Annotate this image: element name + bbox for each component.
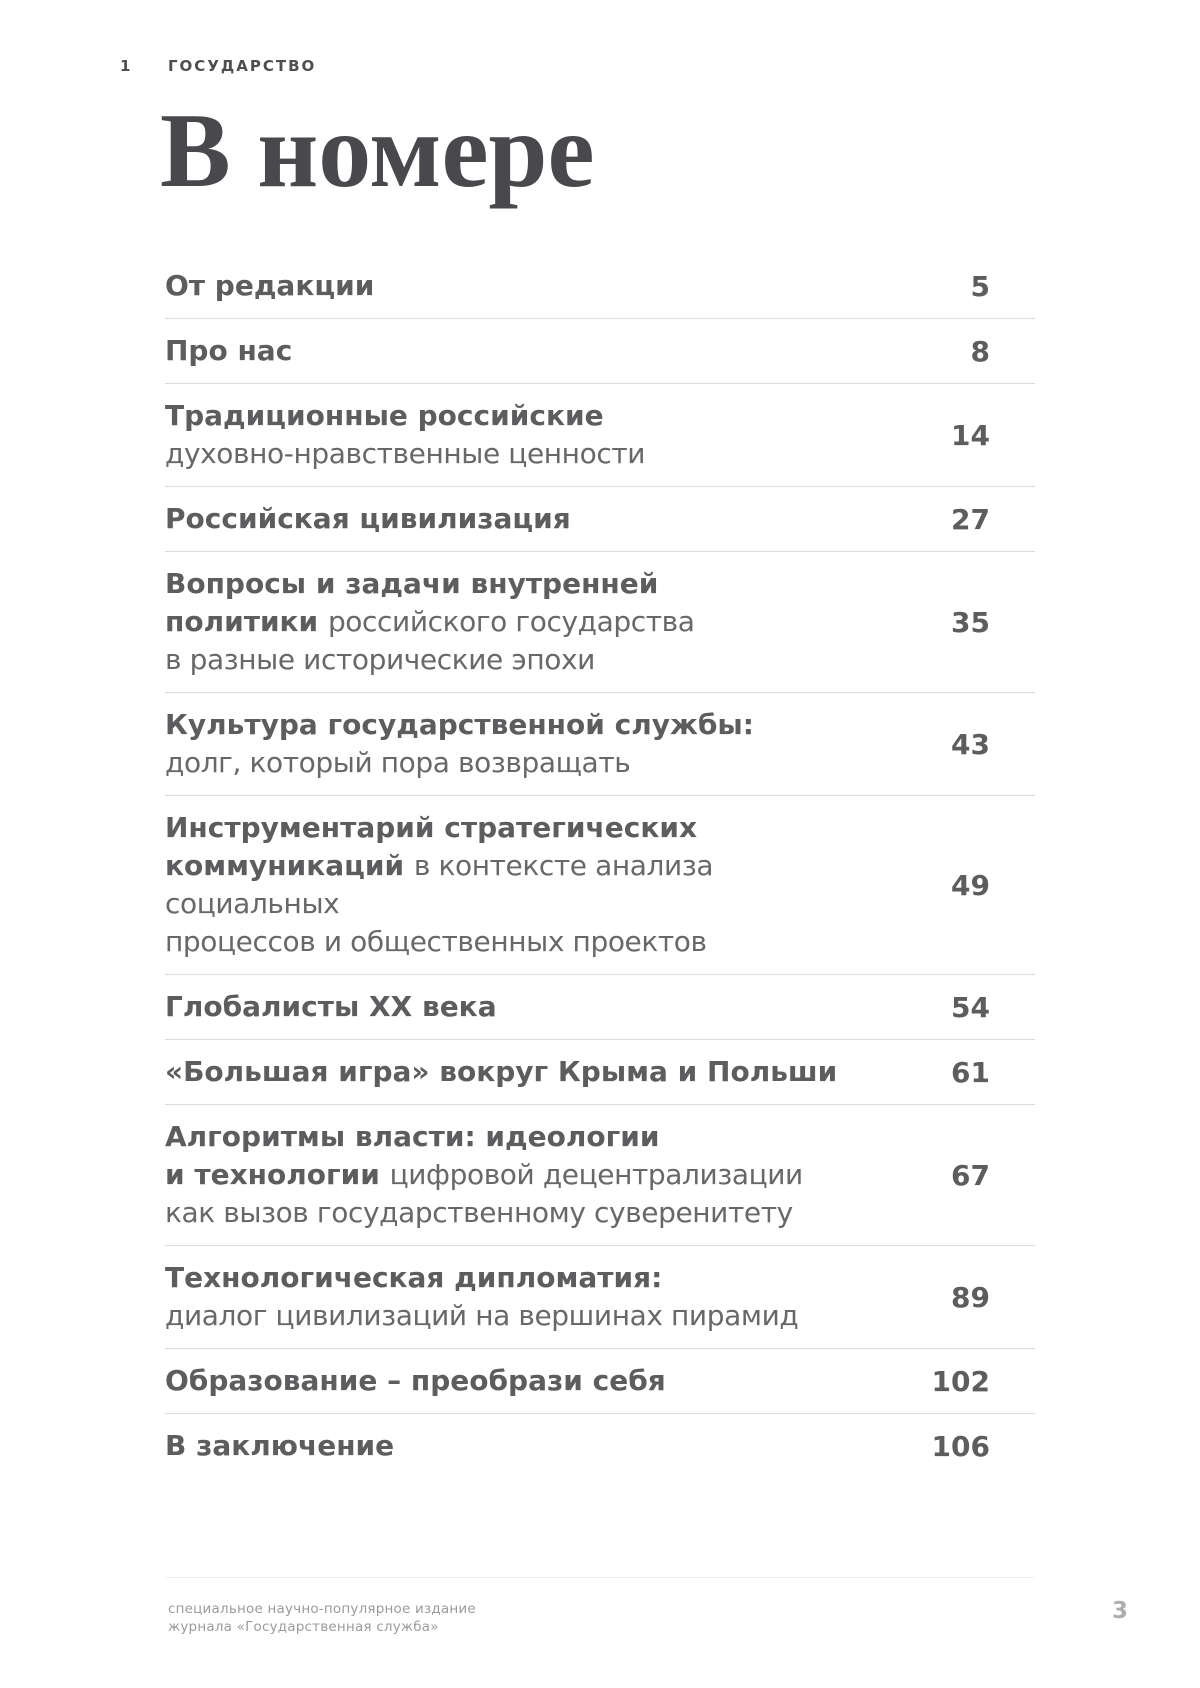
toc-entry-title-bold: Про нас (165, 334, 293, 367)
top-page-number: 1 (120, 57, 131, 75)
toc-entry-title-bold: В заключение (165, 1429, 395, 1462)
toc-entry-line (165, 267, 895, 305)
toc-entry-title (165, 565, 915, 679)
toc-entry-title-bold: Технологическая дипломатия: (165, 1261, 663, 1294)
toc-entry-title-regular: долг, который пора возвращать (165, 746, 631, 779)
toc-entry-title (165, 500, 915, 538)
toc-entry-line (165, 847, 895, 923)
page-title: В номере (160, 92, 595, 209)
toc-entry-title-bold: Алгоритмы власти: идеологии (165, 1120, 660, 1153)
toc-entry-title-regular: в контексте анализа социальных (165, 849, 714, 920)
toc-entry-title-bold: Российская цивилизация (165, 502, 571, 535)
toc-row (165, 254, 1035, 318)
toc-entry-title-bold: Вопросы и задачи внутренней (165, 567, 659, 600)
toc-entry-line (165, 435, 895, 473)
bottom-page-number: 3 (1111, 1598, 1128, 1624)
toc-entry-line (165, 706, 895, 744)
toc-entry-page-number: 89 (951, 1280, 990, 1314)
toc-row (165, 1348, 1035, 1413)
toc-row (165, 318, 1035, 383)
toc-entry-title-regular: как вызов государственному суверенитету (165, 1196, 793, 1229)
toc-entry-line (165, 641, 895, 679)
toc-entry-title-regular: духовно-нравственные ценности (165, 437, 646, 470)
toc-entry-title (165, 267, 915, 305)
toc-entry-title-bold: От редакции (165, 269, 375, 302)
toc-entry-title (165, 1053, 915, 1091)
toc-entry-line (165, 500, 895, 538)
toc-row (165, 1413, 1035, 1478)
toc-entry-line (165, 1297, 895, 1335)
toc-entry-title-bold: Глобалисты ХХ века (165, 990, 497, 1023)
toc-entry-line (165, 988, 895, 1026)
running-head: ГОСУДАРСТВО (168, 57, 317, 75)
toc-entry-line (165, 1362, 895, 1400)
toc-entry-line (165, 1194, 895, 1232)
toc-entry-title-bold: политики (165, 605, 328, 638)
toc-entry-line (165, 1259, 895, 1297)
toc-entry-page-number: 5 (970, 269, 990, 303)
toc-entry-line (165, 603, 895, 641)
toc-entry-title-bold: Культура государственной службы: (165, 708, 754, 741)
toc-entry-line (165, 332, 895, 370)
toc-entry-line (165, 744, 895, 782)
toc-entry-title-bold: Традиционные российские (165, 399, 604, 432)
footer-imprint-line1: специальное научно-популярное издание (168, 1601, 476, 1617)
toc-entry-page-number: 106 (931, 1429, 990, 1463)
toc-entry-title (165, 1259, 915, 1335)
toc-entry-line (165, 809, 895, 847)
toc-entry-title (165, 988, 915, 1026)
toc-entry-title (165, 809, 915, 961)
toc-row (165, 692, 1035, 795)
toc-entry-page-number: 49 (951, 868, 990, 902)
toc-entry-page-number: 43 (951, 727, 990, 761)
toc-entry-line (165, 923, 895, 961)
toc-entry-page-number: 102 (931, 1364, 990, 1398)
toc-row (165, 383, 1035, 486)
toc-entry-title (165, 1362, 915, 1400)
toc-entry-title (165, 397, 915, 473)
toc-entry-page-number: 8 (970, 334, 990, 368)
toc-entry-line (165, 1427, 895, 1465)
toc-row (165, 1245, 1035, 1348)
toc-entry-title-regular: процессов и общественных проектов (165, 925, 707, 958)
toc-row (165, 551, 1035, 692)
toc-entry-title-bold: и технологии (165, 1158, 390, 1191)
toc-entry-title-regular: диалог цивилизаций на вершинах пирамид (165, 1299, 799, 1332)
toc-row (165, 795, 1035, 974)
toc-entry-title-regular: цифровой децентрализации (389, 1158, 803, 1191)
toc-entry-page-number: 54 (951, 990, 990, 1024)
toc-row (165, 974, 1035, 1039)
toc-row (165, 1104, 1035, 1245)
toc-entry-title-bold: Инструментарий стратегических (165, 811, 697, 844)
toc-entry-page-number: 67 (951, 1158, 990, 1192)
toc-entry-title-bold: коммуникаций (165, 849, 414, 882)
toc-row (165, 1039, 1035, 1104)
toc-entry-title-bold: Образование – преобрази себя (165, 1364, 666, 1397)
toc-entry-page-number: 14 (951, 418, 990, 452)
toc-row (165, 486, 1035, 551)
toc-entry-title-bold: «Большая игра» вокруг Крыма и Польши (165, 1055, 838, 1088)
toc-entry-title (165, 706, 915, 782)
toc-entry-title (165, 1427, 915, 1465)
toc-entry-title (165, 332, 915, 370)
table-of-contents (165, 254, 1035, 1478)
footer-divider (165, 1577, 1035, 1578)
toc-entry-line (165, 565, 895, 603)
toc-entry-line (165, 1118, 895, 1156)
toc-entry-line (165, 397, 895, 435)
toc-entry-line (165, 1156, 895, 1194)
toc-entry-line (165, 1053, 895, 1091)
toc-entry-title (165, 1118, 915, 1232)
toc-entry-title-regular: в разные исторические эпохи (165, 643, 595, 676)
toc-entry-title-regular: российского государства (327, 605, 695, 638)
footer-imprint-line2: журнала «Государственная служба» (168, 1618, 439, 1635)
toc-entry-page-number: 27 (951, 502, 990, 536)
footer-imprint (168, 1601, 476, 1636)
toc-entry-page-number: 61 (951, 1055, 990, 1089)
toc-entry-page-number: 35 (951, 605, 990, 639)
